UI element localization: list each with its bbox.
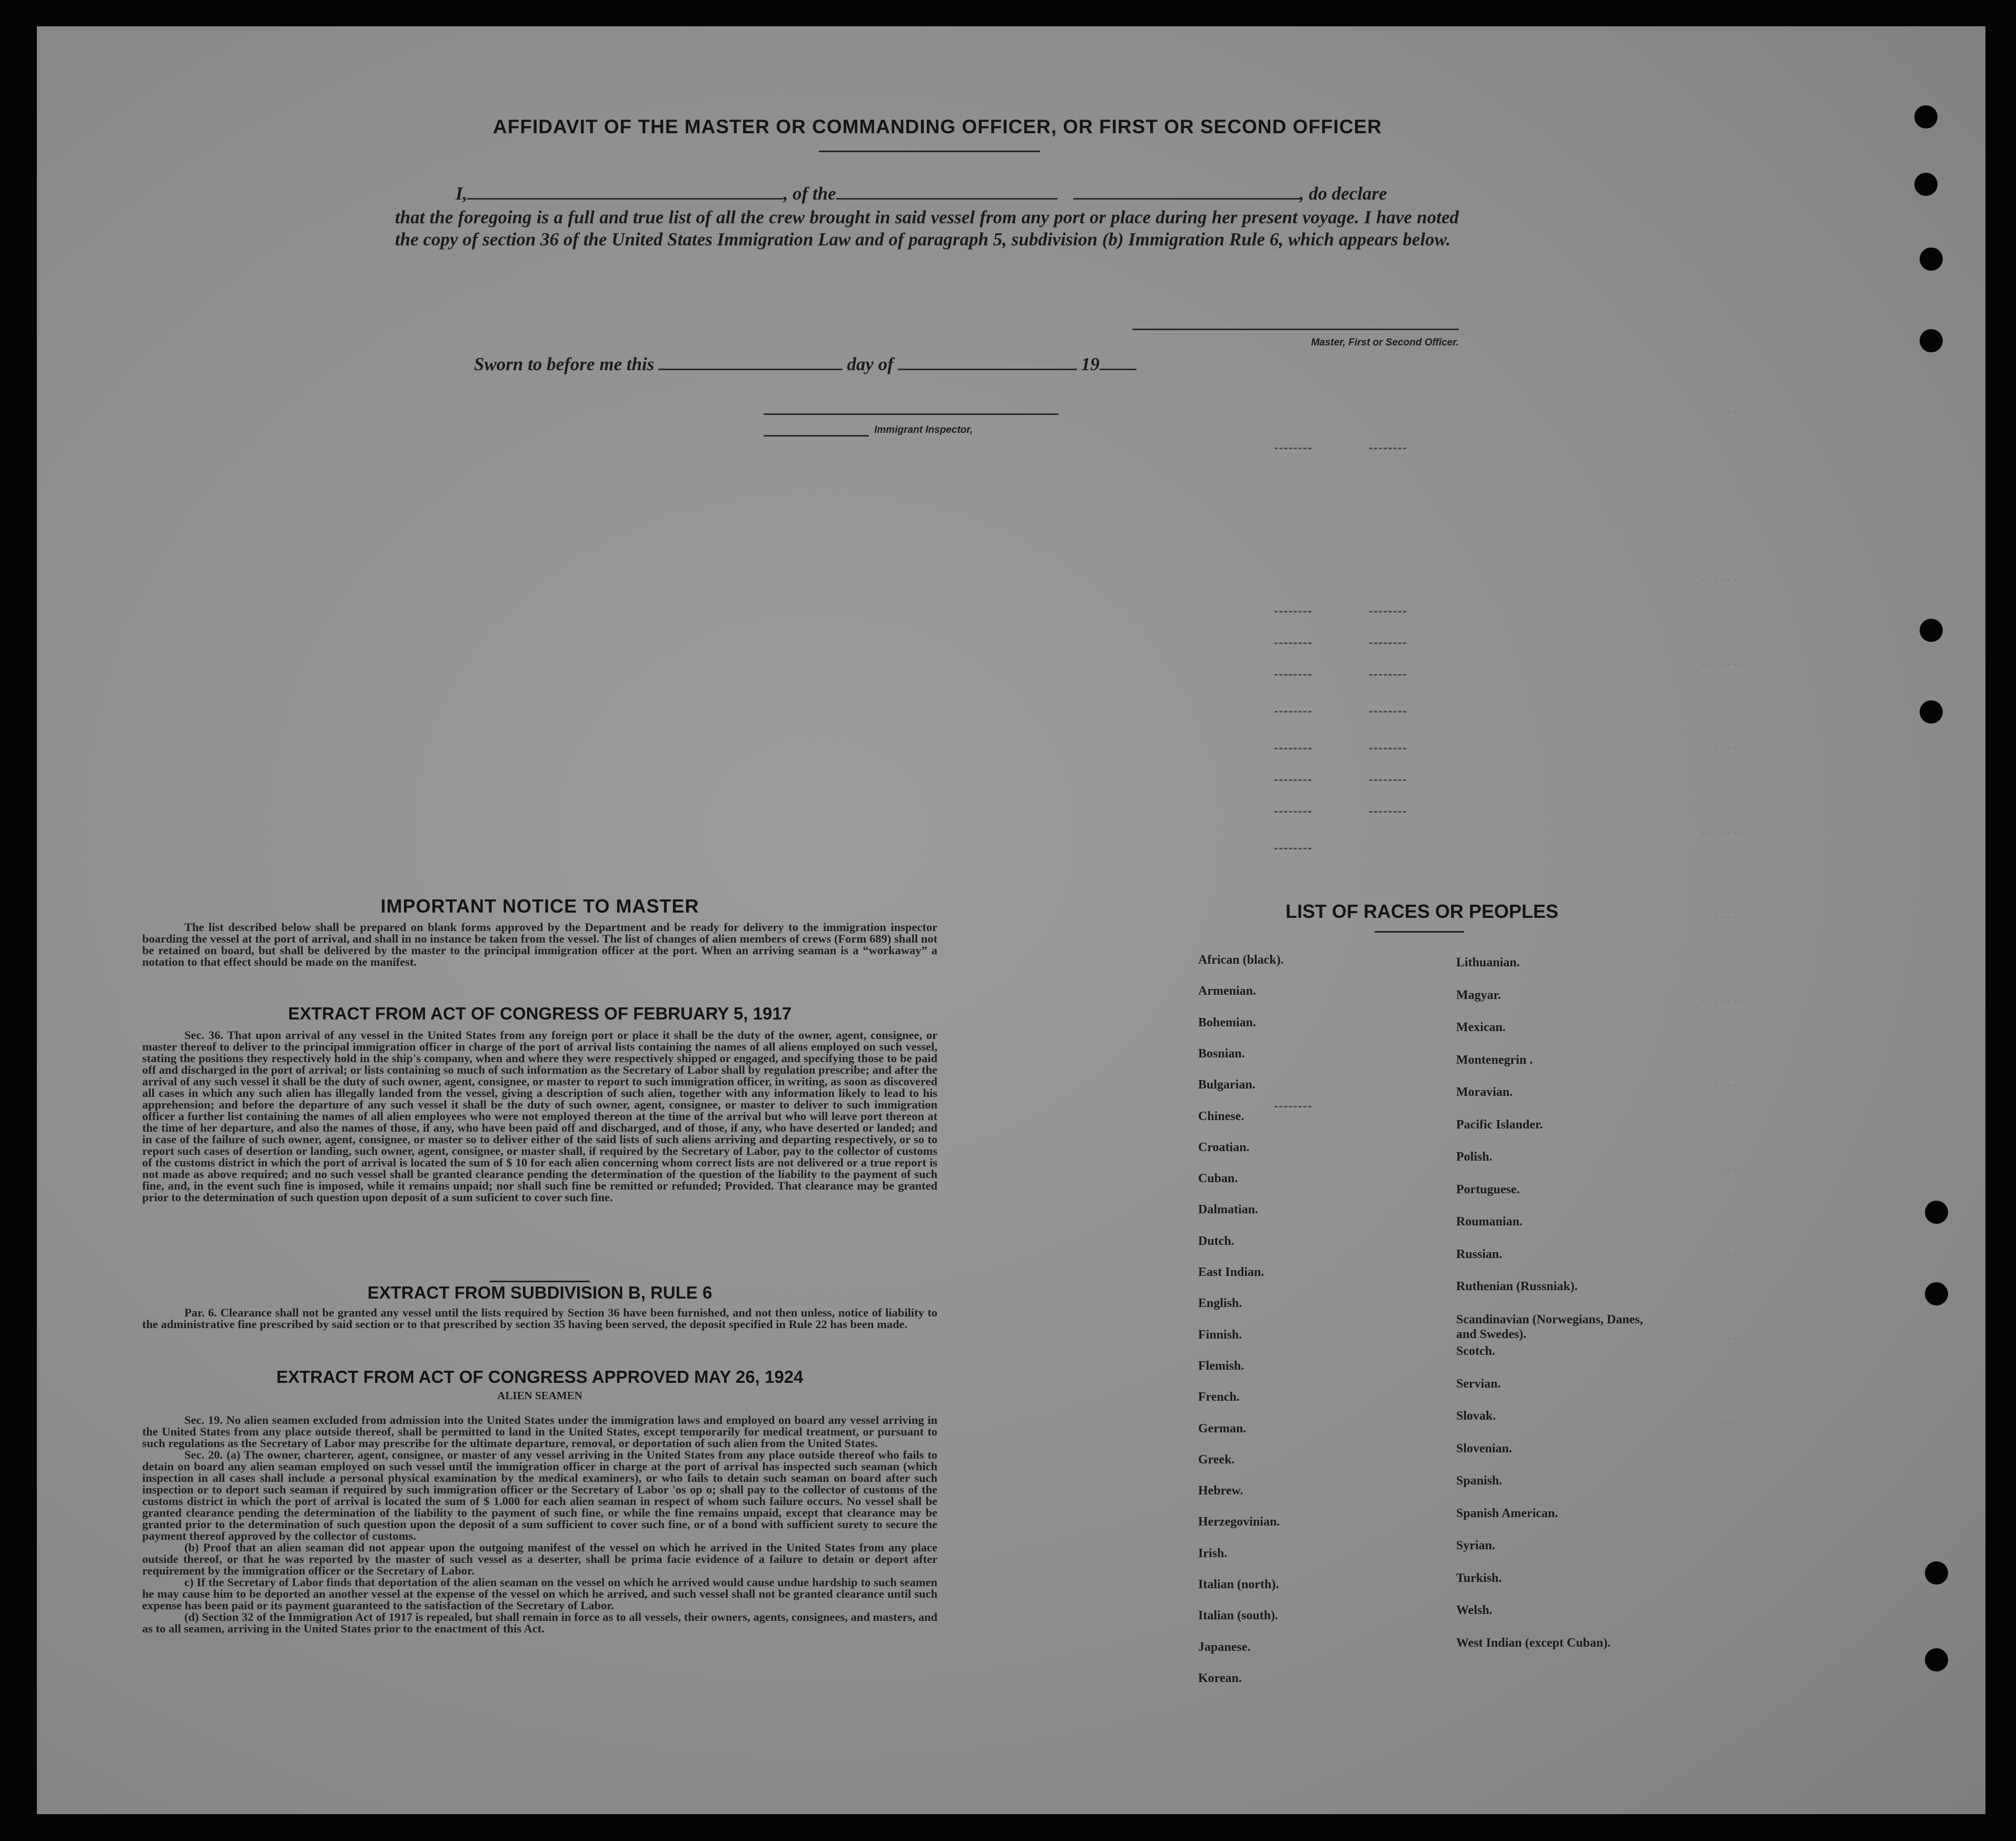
extract-rule6-text: Par. 6. Clearance shall not be granted any vessel until the lists required by Section 36 have been furnished, and not then unless, notice of liability to the administrative fine prescribed by said section or to that prescribed by section 35 having been served, the deposit specified in Rule 22 has been made. bbox=[142, 1306, 937, 1331]
declaration-of-the: , of the bbox=[783, 183, 836, 204]
race-item: Mexican. bbox=[1456, 1021, 1506, 1034]
race-item: Scotch. bbox=[1456, 1344, 1495, 1358]
extract-1917-text: Sec. 36. That upon arrival of any vessel in the United States from any foreign port or place it shall be the duty of the owner, agent, consignee, or master thereof to deliver to the principal immigration officer in charge of the port of arrival lists containing the names of all aliens employed on such vessel, stating the positions they respectively hold in the ship's company, when and where they were respectively shipped or engaged, and specifying those to be paid off and discharged in the port of arrival; or lists containing so much of such information as the Secretary of Labor shall by regulation prescribe; and after the arrival of any such vessel it shall be the duty of such owner, agent, consignee, or master to report to such immigration officer, in writing, as soon as discovered all cases in which any such alien has illegally landed from the vessel, giving a description of such alien, together with any information likely to lead to his apprehension; and before the departure of any such vessel it shall be the duty of such owner, agent, consignee, or master to deliver to such immigration officer a further list containing the names of all alien employees who were not employed thereon at the time of the arrival but who will leave port thereon at the time of her departure, and also the names of those, if any, who have been paid off and discharged, and of those, if any, who have deserted or landed; and in case of the failure of such owner, agent, consignee, or master so to deliver either of the said lists of such aliens arriving and departing respectively, or so to report such cases of desertion or landing, such owner, agent, consignee, or master shall, if required by the Secretary of Labor, pay to the collector of customs of the customs district in which the port of arrival is located the sum of $ 10 for each alien concerning whom correct lists are not delivered or a true report is not made as above required; and no such vessel shall be granted clearance pending the determination of the question of the liability to the payment of such fine, and, in the event such fine is imposed, while it remains unpaid; nor shall such fine be remitted or refunded; Provided. That clearance may be granted prior to the determination of such question upon deposit of a sum suficient to cover such fine. bbox=[142, 1028, 937, 1204]
race-item: Magyar. bbox=[1456, 988, 1501, 1002]
race-item: Spanish American. bbox=[1456, 1506, 1558, 1520]
race-item: Japanese. bbox=[1198, 1640, 1251, 1654]
declaration-i: I, bbox=[456, 183, 468, 204]
extract-rule6-title: EXTRACT FROM SUBDIVISION B, RULE 6 bbox=[367, 1283, 713, 1302]
races-rule bbox=[1375, 931, 1464, 933]
sworn-day-label: day of bbox=[847, 354, 894, 374]
sec-20c: c) If the Secretary of Labor finds that deportation of the alien seaman on the vessel on which he arrived would cause undue hardship to such seamen he may cause him to be deported an another vessel at the expense of the vessel on which he arrived, and such vessel shall not be granted clearance until such expense has been paid or its payment guaranteed to the satisfaction of the Secretary of Labor. bbox=[142, 1576, 937, 1612]
punch-hole bbox=[1920, 248, 1943, 271]
race-item: Welsh. bbox=[1456, 1604, 1493, 1617]
race-item: Moravian. bbox=[1456, 1085, 1513, 1099]
race-item: Syrian. bbox=[1456, 1539, 1496, 1552]
notice-title: IMPORTANT NOTICE TO MASTER bbox=[380, 895, 699, 917]
sec-20a: Sec. 20. (a) The owner, charterer, agent, consignee, or master of any vessel arriving in the United States from any place outside thereof who fails to detain on board any alien seaman employed on such vessel until the immigration officer in charge at the port of arrival has inspected such seaman (which inspection in all cases shall include a personal physical examination by the medical examiners), or who fails to detain such seaman on board after such inspection or to deport such seaman if required by such immigration officer or the Secretary of Labor 'os op o; shall pay to the collector of customs of the customs district in which the port of arrival is located the sum of $ 1.000 for each alien seaman in respect of whom such failure occurs. No vessel shall be granted clearance pending the determination of the liability to the payment of such fine, or while the fine remains unpaid, except that clearance may be granted prior to the determination of such question upon the deposit of a sum sufficient to cover such fine, or of a bond with sufficient surety to secure the payment thereof approved by the collector of customs. bbox=[142, 1448, 937, 1542]
sworn-prefix: Sworn to before me this bbox=[474, 354, 655, 374]
race-item: Dalmatian. bbox=[1198, 1203, 1258, 1217]
affidavit-title: AFFIDAVIT OF THE MASTER OR COMMANDING OFFICER, OR FIRST OR SECOND OFFICER bbox=[493, 116, 1382, 137]
race-item: Bohemian. bbox=[1198, 1015, 1257, 1030]
race-item: Bosnian. bbox=[1198, 1046, 1245, 1061]
race-item: English. bbox=[1198, 1296, 1242, 1311]
race-item: Finnish. bbox=[1198, 1328, 1242, 1342]
extract-1917-title: EXTRACT FROM ACT OF CONGRESS OF FEBRUARY 5, 1917 bbox=[288, 1004, 792, 1023]
race-item: Spanish. bbox=[1456, 1474, 1503, 1488]
document-page: - - - - - - - - - - - - - - - - - - - - - - - - - - - - - - - - - - - - - - - - - - - - - - - - - - - - - - - - - - - - - - - - - - - - - - - - - - - - - - - - - - - - - - - - - - - AFFIDAVIT OF THE MASTER OR COMMANDING OFFICER, OR FIRST OR SECOND OFFICER I, , of the , do declare that the foregoing is a full and true list of all the crew brought in said vessel from any port or place during her present voyage. I have noted the copy of section 36 of the United States Immigration Law and of paragraph 5, subdivision (b) Immigration Rule 6, which appears below. Master, First or Second Officer. Sworn to before me this day of 19 Immigrant Inspector, IMPORTANT NOTICE TO MASTER The list described below shall be prepared on blank forms approved by the Department and be ready for delivery to the immigration inspector boarding the vessel at the port of arrival, and shall in no instance be taken from the vessel. The list of changes of alien members of crews (Form 689) shall not be retained on board, but shall be delivered by the master to the principal immigration officer at the port. When an arriving seaman is a “workaway” a notation to that effect should be made on the manifest. EXTRACT FROM ACT OF CONGRESS OF FEBRUARY 5, 1917 Sec. 36. That upon arrival of any vessel in the United States from any foreign port or place it shall be the duty of the owner, agent, consignee, or master thereof to deliver to the principal immigration officer in charge of the port of arrival lists containing the names of all aliens employed on such vessel, stating the positions they respectively hold in the ship's company, when and where they were respectively shipped or engaged, and specifying those to be paid off and discharged in the port of arrival; or lists containing so much of such information as the Secretary of Labor shall by regulation prescribe; and after the arrival of any such vessel it shall be the duty of such owner, agent, consignee, or master to report to such immigration officer, in writing, as soon as discovered all cases in which any such alien has illegally landed from the vessel, giving a description of such alien, together with any information likely to lead to his apprehension; and before the departure of any such vessel it shall be the duty of such owner, agent, consignee, or master to deliver to such immigration officer a further list containing the names of all alien employees who were not employed thereon at the time of the arrival but who will leave port thereon at the time of her departure, and also the names of those, if any, who have been paid off and discharged, and of those, if any, who have deserted or landed; and in case of the failure of such owner, agent, consignee, or master so to deliver either of the said lists of such aliens arriving and departing respectively, or so to report such cases of desertion or landing, such owner, agent, consignee, or master shall, if required by the Secretary of Labor, pay to the collector of customs of the customs district in which the port of arrival is located the sum of $ 10 for each alien concerning whom correct lists are not delivered or a true report is not made as above required; and no such vessel shall be granted clearance pending the determination of the question of the liability to the payment of such fine, and, in the event such fine is imposed, while it remains unpaid; nor shall such fine be remitted or refunded; Provided. That clearance may be granted prior to the determination of such question upon deposit of a sum suficient to cover such fine. EXTRACT FROM SUBDIVISION B, RULE 6 Par. 6. Clearance shall not be granted any vessel until the lists required by Section 36 have been furnished, and not then unless, notice of liability to the administrative fine prescribed by said section or to that prescribed by section 35 having been served, the deposit specified in Rule 22 has been made. EXTRACT FROM ACT OF CONGRESS APPROVED MAY 26, 1924 ALIEN SEAMEN Sec. 19. No alien seamen excluded from admission into the United States under the immigration laws and employed on board any vessel arriving in the United States from any place outside thereof, shall be permitted to land in the United States, except temporarily for medical treatment, or pursuant to such regulations as the Secretary of Labor may prescribe for the ultimate departure, removal, or deportation of such alien from the United States. Sec. 20. (a) The owner, charterer, agent, consignee, or master of any vessel arriving in the United States from any place outside thereof who fails to detain on board any alien seaman employed on such vessel until the immigration officer in charge at the port of arrival has inspected such seaman (which inspection in all cases shall include a personal physical examination by the medical examiners), or who fails to detain such seaman on board after such inspection or to deport such seaman if required by such immigration officer or the Secretary of Labor 'os op o; shall pay to the collector of customs of the customs district in which the port of arrival is located the sum of $ 1.000 for each alien seaman in respect of whom such failure occurs. No vessel shall be granted clearance pending the determination of the liability to the payment of such fine, or while the fine remains unpaid, except that clearance may be granted prior to the determination of such question upon the deposit of a sum sufficient to cover such fine, or of a bond with sufficient surety to secure the payment thereof approved by the collector of customs. (b) Proof that an alien seaman did not appear upon the outgoing manifest of the vessel on which he arrived in the United States from any place outside thereof, or that he was reported by the master of such vessel as a deserter, shall be prima facie evidence of a failure to detain or deport after requirement by the immigration officer or the Secretary of Labor. c) If the Secretary of Labor finds that deportation of the alien seaman on the vessel on which he arrived would cause undue hardship to such seamen he may cause him to be deported an another vessel at the expense of the vessel on which he arrived, and such vessel shall not be granted clearance until such expense has been paid or its payment guaranteed to the satisfaction of the Secretary of Labor. (d) Section 32 of the Immigration Act of 1917 is repealed, but shall remain in force as to all vessels, their owners, agents, consignees, and masters, and as to all seamen, arriving in the United States prior to the enactment of this Act. LIST OF RACES OR PEOPLES African (black). Armenian. Bohemian. Bosnian. Bulgarian. Chinese. Croatian. Cuban. Dalmatian. Dutch. East Indian. English. Finnish. Flemish. French. German. Greek. Hebrew. Herzegovinian. Irish. Italian (north). Italian (south). Japanese. Korean. Lithuanian. Magyar. Mexican. Montenegrin . Moravian. Pacific Islander. Polish. Portuguese. Roumanian. Russian. Ruthenian (Russniak). Scandinavian (Norwegians, Danes, and Swedes). Scotch. Servian. Slovak. Slovenian. Spanish. Spanish American. Syrian. Turkish. Welsh. West Indian (except Cuban). bbox=[37, 26, 1985, 1814]
race-item: Dutch. bbox=[1198, 1234, 1234, 1248]
race-item: African (black). bbox=[1198, 953, 1284, 967]
punch-hole bbox=[1925, 1282, 1948, 1305]
race-item: Servian. bbox=[1456, 1377, 1501, 1391]
sworn-line bbox=[474, 353, 1137, 376]
race-item: Portuguese. bbox=[1456, 1182, 1520, 1196]
inspector-line-lower[interactable] bbox=[764, 435, 869, 437]
sec-19: Sec. 19. No alien seamen excluded from admission into the United States under the immigration laws and employed on board any vessel arriving in the United States from any place outside thereof, shall be permitted to land in the United States, except temporarily for medical treatment, or pursuant to such regulations as the Secretary of Labor may prescribe for the ultimate departure, removal, or deportation of such alien from the United States. bbox=[142, 1413, 937, 1450]
race-item: Armenian. bbox=[1198, 984, 1256, 998]
sworn-day-blank[interactable] bbox=[658, 353, 843, 370]
sec-20d: (d) Section 32 of the Immigration Act of 1917 is repealed, but shall remain in force as to all vessels, their owners, agents, consignees, and masters, and as to all seamen, arriving in the United States prior to the enactment of this Act. bbox=[142, 1610, 937, 1635]
declaration-do-declare: , do declare bbox=[1299, 183, 1387, 204]
punch-hole bbox=[1914, 105, 1938, 128]
sworn-year: 19 bbox=[1081, 354, 1100, 374]
race-item: Lithuanian. bbox=[1456, 956, 1520, 969]
declaration-body: that the foregoing is a full and true list of all the crew brought in said vessel from any port or place during her present voyage. I have noted the copy of section 36 of the United States Immigration Law and of paragraph 5, subdivision (b) Immigration Rule 6, which appears below. bbox=[395, 207, 1459, 250]
race-item: German. bbox=[1198, 1421, 1247, 1436]
punch-hole bbox=[1925, 1648, 1948, 1671]
race-item: Flemish. bbox=[1198, 1359, 1244, 1373]
punch-hole bbox=[1920, 619, 1943, 642]
punch-hole bbox=[1914, 173, 1938, 196]
race-item: French. bbox=[1198, 1390, 1240, 1404]
extract-1924-title: EXTRACT FROM ACT OF CONGRESS APPROVED MAY 26, 1924 bbox=[276, 1367, 804, 1387]
race-item: Herzegovinian. bbox=[1198, 1515, 1280, 1529]
vessel-blank-2[interactable] bbox=[1073, 182, 1300, 200]
signature-line[interactable] bbox=[1132, 329, 1459, 330]
title-rule bbox=[819, 151, 1040, 152]
race-item: Irish. bbox=[1198, 1546, 1228, 1560]
name-blank[interactable] bbox=[467, 182, 783, 200]
race-item: Croatian. bbox=[1198, 1140, 1250, 1154]
race-item: Bulgarian. bbox=[1198, 1078, 1256, 1092]
race-item: Roumanian. bbox=[1456, 1215, 1523, 1229]
race-item: Hebrew. bbox=[1198, 1484, 1243, 1498]
inspector-label: Immigrant Inspector, bbox=[874, 424, 973, 435]
race-item: Italian (south). bbox=[1198, 1609, 1279, 1623]
punch-hole bbox=[1920, 700, 1943, 724]
race-item: Polish. bbox=[1456, 1150, 1493, 1164]
inspector-line-upper[interactable] bbox=[764, 413, 1059, 415]
race-item: Slovenian. bbox=[1456, 1441, 1513, 1456]
punch-hole bbox=[1920, 329, 1943, 352]
race-item: Ruthenian (Russniak). bbox=[1456, 1280, 1578, 1293]
race-item: Russian. bbox=[1456, 1247, 1503, 1261]
signature-label: Master, First or Second Officer. bbox=[1311, 337, 1459, 348]
race-item: Greek. bbox=[1198, 1452, 1235, 1467]
sworn-month-blank[interactable] bbox=[898, 353, 1077, 370]
vessel-blank[interactable] bbox=[836, 182, 1058, 200]
extract-1924-text bbox=[142, 1414, 937, 1635]
race-item: West Indian (except Cuban). bbox=[1456, 1636, 1611, 1650]
race-item: Montenegrin . bbox=[1456, 1053, 1533, 1067]
race-item: Scandinavian (Norwegians, Danes, and Swedes). bbox=[1456, 1312, 1643, 1341]
race-item: Chinese. bbox=[1198, 1109, 1244, 1123]
race-item: Italian (north). bbox=[1198, 1578, 1279, 1591]
punch-hole bbox=[1925, 1201, 1948, 1224]
race-item: Pacific Islander. bbox=[1456, 1117, 1543, 1132]
declaration-line bbox=[395, 182, 1459, 205]
race-item: Slovak. bbox=[1456, 1409, 1496, 1423]
sworn-year-blank[interactable] bbox=[1100, 353, 1137, 370]
race-item: Korean. bbox=[1198, 1671, 1242, 1685]
races-title: LIST OF RACES OR PEOPLES bbox=[1285, 900, 1559, 922]
notice-text: The list described below shall be prepared on blank forms approved by the Department and be ready for delivery to the immigration inspector boarding the vessel at the port of arrival, and shall in no instance be taken from the vessel. The list of changes of alien members of crews (Form 689) shall not be retained on board, but shall be delivered by the master to the principal immigration officer at the port. When an arriving seaman is a “workaway” a notation to that effect should be made on the manifest. bbox=[142, 920, 937, 968]
punch-hole bbox=[1925, 1561, 1948, 1585]
race-item: Cuban. bbox=[1198, 1172, 1238, 1186]
sec-20b: (b) Proof that an alien seaman did not appear upon the outgoing manifest of the vessel on which he arrived in the United States from any place outside thereof, or that he was reported by the master of such vessel as a deserter, shall be prima facie evidence of a failure to detain or deport after requirement by the immigration officer or the Secretary of Labor. bbox=[142, 1541, 937, 1577]
race-item: Turkish. bbox=[1456, 1571, 1502, 1585]
extract-1924-subtitle: ALIEN SEAMEN bbox=[497, 1389, 582, 1402]
race-item: East Indian. bbox=[1198, 1265, 1264, 1279]
rule6-rule bbox=[490, 1281, 590, 1282]
